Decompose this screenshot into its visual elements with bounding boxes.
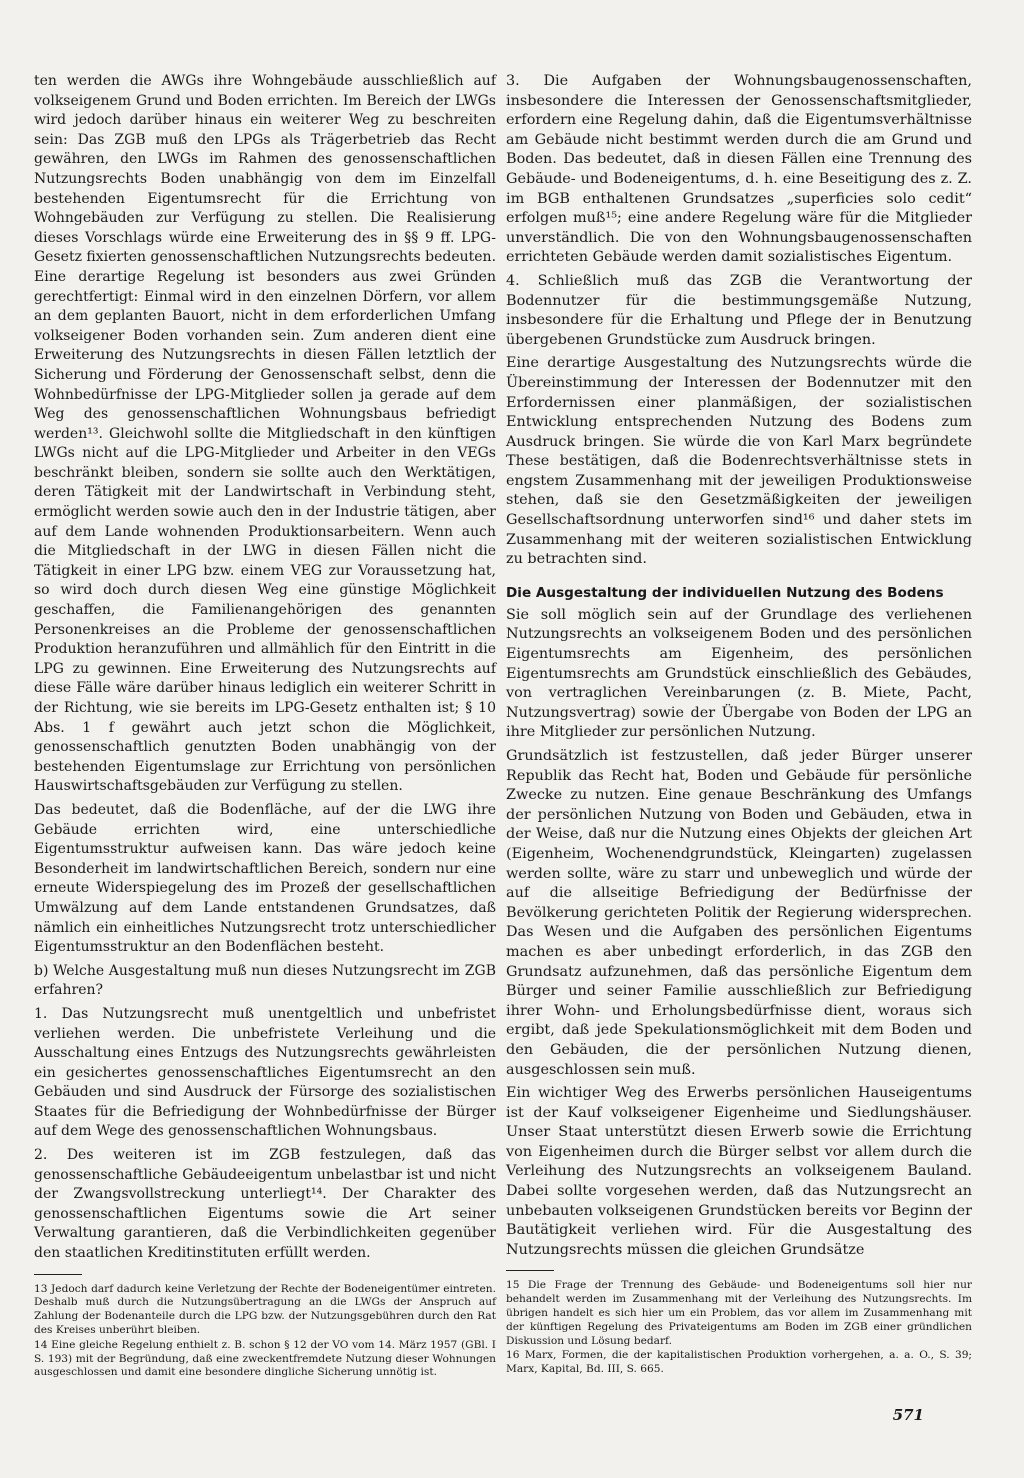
- body-paragraph: b) Welche Ausgestaltung muß nun dieses Nutzungsrecht im ZGB erfahren?: [34, 962, 496, 999]
- left-column: [34, 72, 496, 1381]
- body-paragraph: 4. Schließlich muß das ZGB die Verantwortung der Bodennutzer für die bestimmungsgemäße Nutzung, insbesondere für die Erhaltung und Pflege der in Benutzung übergebenen Grundstücke zum Ausdruck bringen.: [506, 272, 972, 348]
- body-paragraph: 1. Das Nutzungsrecht muß unentgeltlich und unbefristet verliehen werden. Die unbefristete Verleihung und die Ausschaltung eines Entzugs des Nutzungsrechts gewährleisten ein gesichertes genossenschaftliches Eigentumsrecht an den Gebäuden und sind Ausdruck der Fürsorge des sozialistischen Staates für die Befriedigung der Wohnbedürfnisse der Bürger auf dem Wege des genossenschaftlichen Wohnungsbaus.: [34, 1005, 496, 1140]
- footnote: 13 Jedoch darf dadurch keine Verletzung der Rechte der Bodeneigentümer eintreten. Deshalb muß durch die Nutzungsübertragung an die LWGs der Anspruch auf Zahlung der Bodenanteile durch die LPG bzw. der Nutzungsgebühren durch den Rat des Kreises unberührt bleiben.: [34, 1282, 496, 1337]
- body-paragraph: Sie soll möglich sein auf der Grundlage des verliehenen Nutzungsrechts an volkseigenem Boden und des persönlichen Eigentumsrechts am Eigenheim, des persönlichen Eigentumsrechts am Grundstück einschließlich des Gebäudes, von vertraglichen Vereinbarungen (z. B. Miete, Pacht, Nutzungsvertrag) sowie der Übergabe von Boden der LPG an ihre Mitglieder zur persönlichen Nutzung.: [506, 606, 972, 741]
- body-paragraph: Eine derartige Ausgestaltung des Nutzungsrechts würde die Übereinstimmung der Interessen der Bodennutzer mit den Erfordernissen einer planmäßigen, der sozialistischen Entwicklung entsprechenden Nutzung des Bodens zum Ausdruck bringen. Sie würde die von Karl Marx begründete These bestätigen, daß die Bodenrechtsverhältnisse stets in engstem Zusammenhang mit der jeweiligen Produktionsweise stehen, daß sie den Gesetzmäßigkeiten der jeweiligen Gesellschaftsordnung unterworfen sind¹⁶ und daher stets im Zusammenhang mit der weiteren sozialistischen Entwicklung zu betrachten sind.: [506, 355, 972, 568]
- body-paragraph: Ein wichtiger Weg des Erwerbs persönlichen Hauseigentums ist der Kauf volkseigener Eigenheime und Siedlungshäuser. Unser Staat unterstützt diesen Erwerb sowie die Errichtung von Eigenheimen durch die Bürger selbst vor allem durch die Verleihung des Nutzungsrechts an volkseigenem Bauland. Dabei sollte vorgesehen werden, daß das Nutzungsrecht an unbebauten volkseigenen Grundstücken bereits vor Beginn der Bautätigkeit verliehen wird. Für die Ausgestaltung des Nutzungsrechts müssen die gleichen Grundsätze: [506, 1085, 972, 1258]
- section-heading: Die Ausgestaltung der individuellen Nutzung des Bodens: [506, 584, 944, 601]
- body-paragraph: Grundsätzlich ist festzustellen, daß jeder Bürger unserer Republik das Recht hat, Boden und Gebäude für persönliche Zwecke zu nutzen. Eine genaue Beschränkung des Umfangs der persönlichen Nutzung von Boden und Gebäuden, etwa in der Weise, daß nur die Nutzung eines Objekts der gleichen Art (Eigenheim, Wochenendgrundstück, Kleingarten) zugelassen werden sollte, wäre zu starr und unbeweglich und würde der auf die allseitige Befriedigung der Bedürfnisse der Bevölkerung gerichteten Politik der Regierung widersprechen. Das Wesen und die Aufgaben des persönlichen Eigentums machen es aber unbedingt erforderlich, in das ZGB den Grundsatz aufzunehmen, daß das persönliche Eigentum dem Bürger und seiner Familie ausschließlich zur Befriedigung ihrer Wohn- und Erholungsbedürfnisse dient, woraus sich ergibt, daß jede Spekulationsmöglichkeit mit dem Boden und den Gebäuden, die der persönlichen Nutzung dienen, ausgeschlossen sein muß.: [506, 748, 972, 1078]
- footnote-divider: [506, 1270, 554, 1271]
- body-paragraph: 2. Des weiteren ist im ZGB festzulegen, daß das genossenschaftliche Gebäudeeigentum unbelastbar ist und nicht der Zwangsvollstreckung unterliegt¹⁴. Der Charakter des genossenschaftlichen Eigentums sowie die Art seiner Verwaltung garantieren, daß die Verbindlichkeiten gegenüber den staatlichen Kreditinstituten erfüllt werden.: [34, 1147, 496, 1262]
- body-paragraph: ten werden die AWGs ihre Wohngebäude ausschließlich auf volkseigenem Grund und Boden errichten. Im Bereich der LWGs wird jedoch darüber hinaus ein weiterer Weg zu beschreiten sein: Das ZGB muß den LPGs als Trägerbetrieb das Recht gewähren, den LWGs im Rahmen des genossenschaftlichen Nutzungsrechts Boden unabhängig von dem im Einzelfall bestehenden Eigentumsrecht für die Errichtung von Wohngebäuden zur Verfügung zu stellen. Die Realisierung dieses Vorschlags würde eine Erweiterung des in §§ 9 ff. LPG-Gesetz fixierten genossenschaftlichen Nutzungsrechts bedeuten. Eine derartige Regelung ist besonders aus zwei Gründen gerechtfertigt: Einmal wird in den einzelnen Dörfern, vor allem an dem geplanten Bauort, nicht in dem erforderlichen Umfang volkseigener Boden vorhanden sein. Zum anderen dient eine Erweiterung des Nutzungsrechts in diesen Fällen letztlich der Sicherung und Förderung der Genossenschaft selbst, denn die Wohnbedürfnisse der LPG-Mitglieder sollen ja gerade auf dem Weg des genossenschaftlichen Wohnungsbaus befriedigt werden¹³. Gleichwohl sollte die Mitgliedschaft in den künftigen LWGs nicht auf die LPG-Mitglieder und Arbeiter in den VEGs beschränkt bleiben, sondern sie sollte auch den Werktätigen, deren Tätigkeit mit der Landwirtschaft in Verbindung steht, ermöglicht werden sowie auch den in der Industrie tätigen, aber auf dem Lande wohnenden Produktionsarbeitern. Wenn auch die Mitgliedschaft in der LWG in diesen Fällen nicht die Tätigkeit in einer LPG bzw. einem VEG zur Voraussetzung hat, so wird doch durch diesen Weg eine günstige Möglichkeit geschaffen, die Familienangehörigen des genannten Personenkreises an die Probleme der genossenschaftlichen Produktion heranzuführen und allmählich für den Eintritt in die LPG zu gewinnen. Eine Erweiterung des Nutzungsrechts auf diese Fälle wäre darüber hinaus lediglich ein weiterer Schritt in der Richtung, wie sie bereits im LPG-Gesetz enthalten ist; § 10 Abs. 1 f gewährt auch jetzt schon die Möglichkeit, genossenschaftlich genutzten Boden unabhängig von der bestehenden Eigentumslage zur Errichtung von persönlichen Hauswirtschaftsgebäuden zur Verfügung zu stellen.: [34, 73, 497, 795]
- footnote: 15 Die Frage der Trennung des Gebäude- und Bodeneigentums soll hier nur behandelt werden im Zusammenhang mit der Verleihung des Nutzungsrechts. Im übrigen handelt es sich hier um ein Problem, das vor allem im Zusammenhang mit der künftigen Regelung des Privateigentums am Boden im ZGB einer gründlichen Diskussion und Lösung bedarf.: [506, 1279, 972, 1347]
- page-number: 571: [892, 1406, 924, 1424]
- footnote: 14 Eine gleiche Regelung enthielt z. B. schon § 12 der VO vom 14. März 1957 (GBl. I S. 193) mit der Begründung, daß eine zweckentfremdete Nutzung dieser Wohnungen ausgeschlossen und damit eine besondere dingliche Sicherung unnötig ist.: [34, 1338, 496, 1379]
- body-paragraph: 3. Die Aufgaben der Wohnungsbaugenossenschaften, insbesondere die Interessen der Genossenschaftsmitglieder, erfordern eine Regelung dahin, daß die Eigentumsverhältnisse am Gebäude nicht bestimmt werden durch die am Grund und Boden. Das bedeutet, daß in diesen Fällen eine Trennung des Gebäude- und Bodeneigentums, d. h. eine Beseitigung des z. Z. im BGB enthaltenen Grundsatzes „superficies solo cedit“ erfolgen muß¹⁵; eine andere Regelung wäre für die Mitglieder unverständlich. Die von den Wohnungsbaugenossenschaften errichteten Gebäude werden damit sozialistisches Eigentum.: [506, 73, 972, 266]
- right-column: [506, 72, 972, 1378]
- footnote-divider: [34, 1274, 82, 1275]
- body-paragraph: Das bedeutet, daß die Bodenfläche, auf der die LWG ihre Gebäude errichten wird, eine unterschiedliche Eigentumsstruktur aufweisen kann. Das wäre jedoch keine Besonderheit im landwirtschaftlichen Bereich, sondern nur eine erneute Widerspiegelung des im Prozeß der gesellschaftlichen Umwälzung auf dem Lande entstandenen Grundsatzes, daß nämlich ein einheitliches Nutzungsrecht trotz unterschiedlicher Eigentumsstruktur an den Bodenflächen besteht.: [34, 801, 496, 956]
- footnote: 16 Marx, Formen, die der kapitalistischen Produktion vorhergehen, a. a. O., S. 39; Marx, Kapital, Bd. III, S. 665.: [506, 1349, 972, 1376]
